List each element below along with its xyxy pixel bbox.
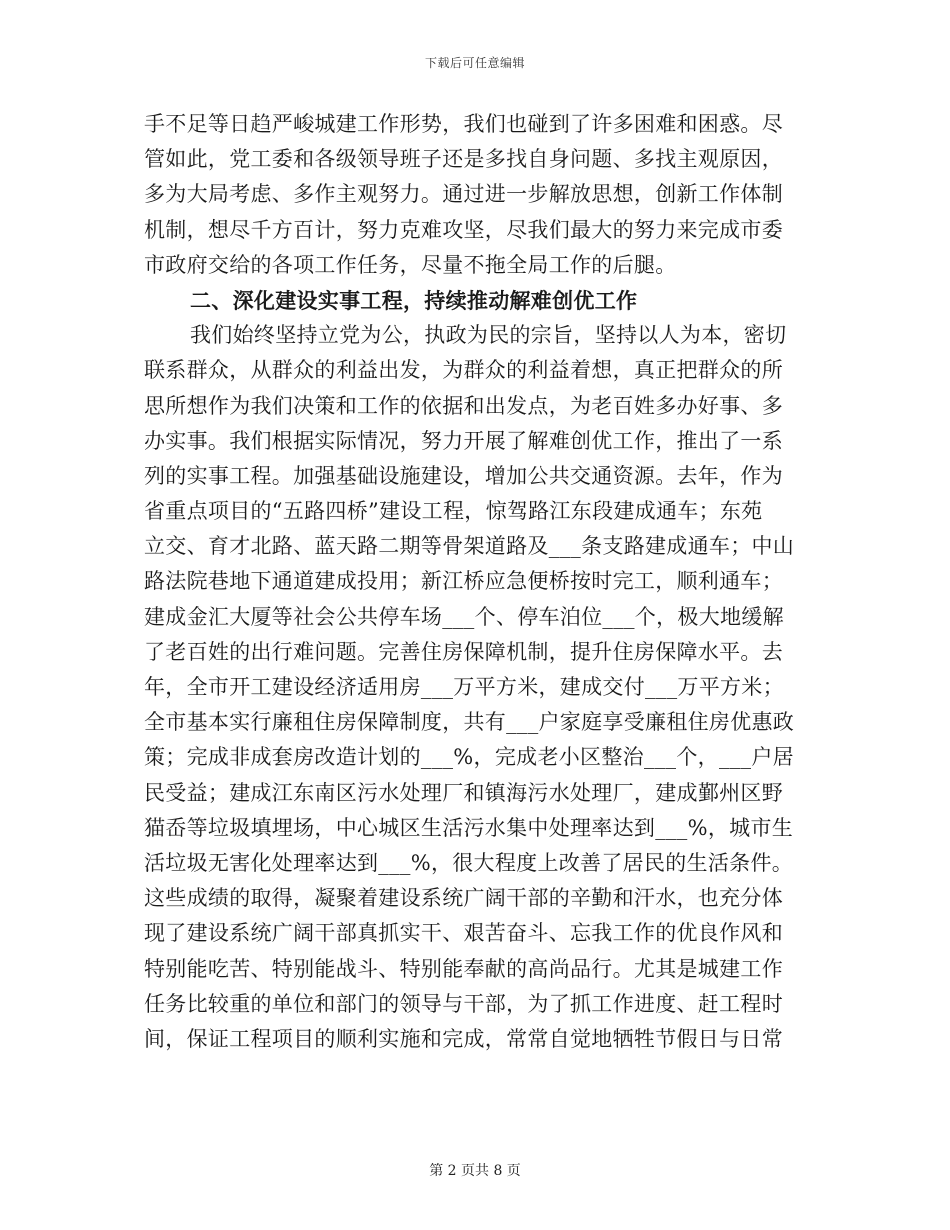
body-line: 建成金汇大厦等社会公共停车场___个、停车泊位___个，极大地缓解	[144, 604, 784, 629]
body-line: 了老百姓的出行难问题。完善住房保障机制，提升住房保障水平。去	[144, 639, 783, 664]
body-line: 思所想作为我们决策和工作的依据和出发点，为老百姓多办好事、多	[144, 393, 783, 418]
body-line: 特别能吃苦、特别能战斗、特别能奉献的高尚品行。尤其是城建工作	[144, 956, 783, 981]
body-line: 策；完成非成套房改造计划的___%，完成老小区整治___个，___户居	[144, 745, 794, 770]
body-line: 活垃圾无害化处理率达到___%，很大程度上改善了居民的生活条件。	[144, 850, 794, 875]
paragraph-first-line: 我们始终坚持立党为公，执政为民的宗旨，坚持以人为本，密切	[190, 323, 787, 348]
body-line: 办实事。我们根据实际情况，努力开展了解难创优工作，推出了一系	[144, 428, 783, 453]
body-line: 联系群众，从群众的利益出发，为群众的利益着想，真正把群众的所	[144, 358, 783, 383]
body-line: 机制，想尽千方百计，努力克难攻坚，尽我们最大的努力来完成市委	[144, 217, 783, 242]
body-line: 猫岙等垃圾填埋场，中心城区生活污水集中处理率达到___%，城市生	[144, 815, 794, 840]
body-line: 立交、育才北路、蓝天路二期等骨架道路及___条支路建成通车；中山	[144, 534, 794, 559]
body-line: 现了建设系统广阔干部真抓实干、艰苦奋斗、忘我工作的优良作风和	[144, 921, 783, 946]
body-line: 年，全市开工建设经济适用房___万平方米，建成交付___万平方米；	[144, 675, 784, 699]
body-line: 民受益；建成江东南区污水处理厂和镇海污水处理厂，建成鄞州区野	[144, 780, 783, 805]
body-line: 省重点项目的“五路四桥”建设工程，惊驾路江东段建成通车；东苑	[144, 499, 763, 524]
body-line: 列的实事工程。加强基础设施建设，增加公共交通资源。去年，作为	[144, 463, 783, 488]
body-line: 间，保证工程项目的顺利实施和完成，常常自觉地牺牲节假日与日常	[144, 1026, 783, 1051]
body-line: 市政府交给的各项工作任务，尽量不拖全局工作的后腿。	[144, 252, 677, 277]
document-body	[144, 107, 794, 1057]
page-number-footer: 第 2 页共 8 页	[429, 1163, 521, 1179]
body-line: 全市基本实行廉租住房保障制度，共有___户家庭享受廉租住房优惠政	[144, 710, 794, 735]
body-line: 任务比较重的单位和部门的领导与干部，为了抓工作进度、赶工程时	[144, 991, 783, 1016]
body-line: 多为大局考虑、多作主观努力。通过进一步解放思想，创新工作体制	[144, 182, 783, 207]
body-line: 路法院巷地下通道建成投用；新江桥应急便桥按时完工，顺利通车；	[144, 569, 783, 594]
body-line: 这些成绩的取得，凝聚着建设系统广阔干部的辛勤和汗水，也充分体	[144, 886, 783, 911]
section-heading: 二、深化建设实事工程，持续推动解难创优工作	[190, 287, 638, 313]
body-line: 管如此，党工委和各级领导班子还是多找自身问题、多找主观原因，	[144, 147, 783, 172]
page-header: 下载后可任意编辑	[424, 56, 525, 70]
body-line: 手不足等日趋严峻城建工作形势，我们也碰到了许多困难和困惑。尽	[144, 112, 783, 136]
